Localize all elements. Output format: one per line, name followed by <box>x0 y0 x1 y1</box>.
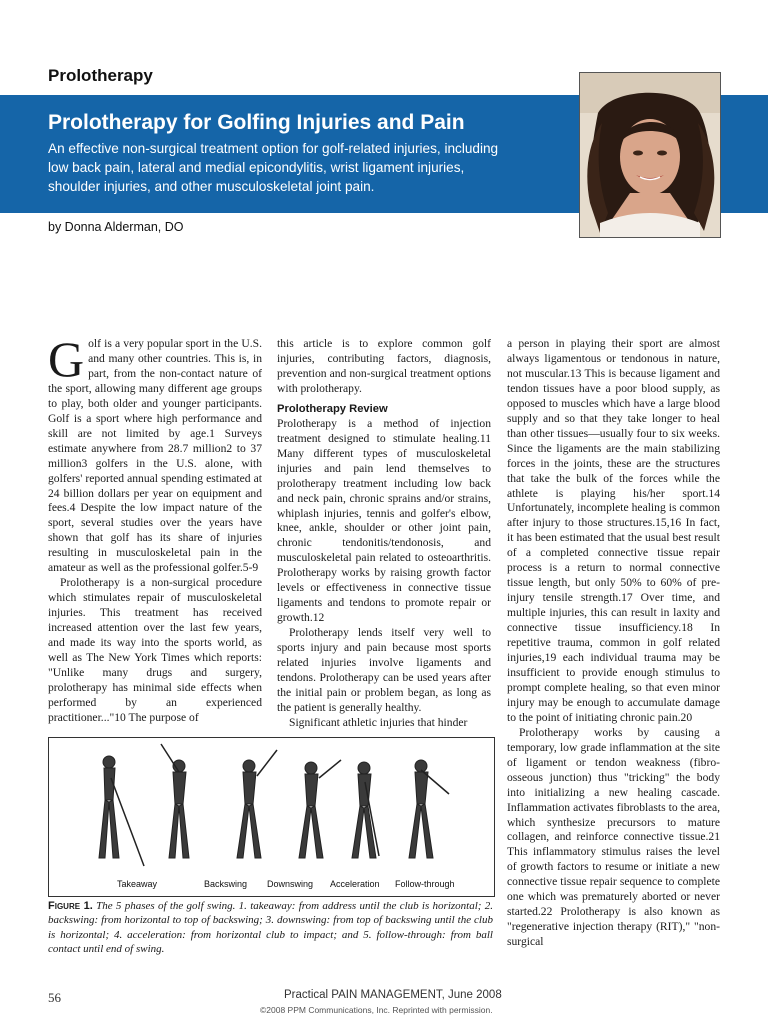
author-byline: by Donna Alderman, DO <box>48 220 184 234</box>
caption-text: The 5 phases of the golf swing. 1. takeaway: from address until the club is horizontal; 2. backswing: from horizontal to top of backswing; 3. downswing: from top of backswing until the club is horizontal; 4. acceleration: from horizontal club to impact; and 5. follow-through: from ball contact until end of swing. <box>48 900 493 956</box>
article-title: Prolotherapy for Golfing Injuries and Pain <box>48 111 465 134</box>
paragraph: Prolotherapy is a non-surgical procedure which stimulates repair of musculoskeletal injuries. This treatment has received increased attention over the last few years, and made its way into the sports world, as well as The New York Times which reports: "Unlike many drugs and surgery, prolotherapy has minimal side effects when performed by an experienced practitioner..."10 The purpose of <box>48 576 262 724</box>
article-column-1 <box>48 331 262 726</box>
figure-label-downswing: Downswing <box>267 879 314 889</box>
paragraph: a person in playing their sport are almost always ligamentous or tendonous in nature, not muscular.13 This is because ligament and tendon tissues have a poor blood supply, as opposed to muscles which have a large blood supply and so that they take longer to heal than other tissues—usually four to six weeks. Since the ligaments are the main stabilizing forces in the joints, these are the structures that take the bulk of the forces while the athlete is playing his/her sport.14 Unfortunately, incomplete healing is common after injury to those structures.15,16 In fact, it has been estimated that the usual best result of a completed connective tissue repair process is a return to normal connective tissue length, but only 50% to 60% of pre-injury tensile strength.17 Over time, and multiple injuries, this can result in laxity and connective tissue insufficiency.18 In repetitive trauma, common in golf related injuries,19 each individual trauma may be insufficient to provide enough stimulus to prompt complete healing, so that even minor injury may be enough to accumulate damage to the point of initiating chronic pain.20 <box>507 337 720 724</box>
golf-swing-illustration <box>49 738 494 896</box>
page-number: 56 <box>48 990 61 1005</box>
figure-label-takeaway: Takeaway <box>117 879 158 889</box>
drop-cap: G <box>48 331 85 387</box>
publication-footer: Practical PAIN MANAGEMENT, June 2008 <box>284 989 502 1001</box>
intro-text: olf is a very popular sport in the U.S. and many other countries. This is, in part, from the non-contact nature of the sport, allowing many different age groups to play, both older and younger participants. Golf is a sport where high performance and skill are not limited by age.1 Surveys estimate anywhere from 28.7 million2 to 37 million3 golfers in the U.S. alone, with golfers' reported annual spending estimated at 24 billion dollars per year on equipment and fees.4 Despite the low impact nature of the sport, several studies over the years have shown that golf has its share of injuries resulting in musculoskeletal pain in the amateur as well as the professional golfer.5-9 <box>48 337 262 575</box>
caption-label: Figure 1. <box>48 900 93 912</box>
figure-label-backswing: Backswing <box>204 879 248 889</box>
paragraph: Prolotherapy is a method of injection treatment designed to stimulate healing.11 Many different types of musculoskeletal injuries and pain lend themselves to prolotherapy treatment including low back and neck pain, chronic sprains and/or strains, whiplash injuries, tennis and golfer's elbow, knee, ankle, shoulder or other joint pain, chronic tendonitis/tendonosis, and musculoskeletal pain related to osteoarthritis. Prolotherapy works by raising growth factor levels or effectiveness in connective tissue ligaments and tendons to promote repair or growth.12 <box>277 416 491 625</box>
paragraph: Significant athletic injuries that hinder <box>289 715 468 729</box>
intro-paragraph <box>48 331 262 576</box>
golf-swing-figure <box>48 737 495 897</box>
figure-caption <box>48 899 493 957</box>
paragraph: Prolotherapy lends itself very well to sports injury and pain because most sports related injuries involve ligaments and tendons. Prolotherapy can be used years after the initial pain or problem began, as long as the patient is generally healthy. <box>277 626 491 714</box>
figure-label-follow-through: Follow-through <box>395 879 455 889</box>
figure-label-acceleration: Acceleration <box>330 879 380 889</box>
article-column-3 <box>507 337 720 950</box>
author-photo <box>579 72 721 238</box>
section-label: Prolotherapy <box>48 66 153 85</box>
article-column-2 <box>277 337 491 731</box>
article-subtitle: An effective non-surgical treatment option for golf-related injuries, including low back pain, lateral and medial epicondylitis, wrist ligament injuries, shoulder injuries, and other musculoskeletal joint pain. <box>48 141 499 194</box>
copyright-notice: ©2008 PPM Communications, Inc. Reprinted with permission. <box>260 1005 493 1015</box>
paragraph: this article is to explore common golf injuries, contributing factors, diagnosis, prevention and non-surgical treatment options with prolotherapy. <box>277 337 491 395</box>
paragraph: Prolotherapy works by causing a temporary, low grade inflammation at the site of ligament or tendon weakness (fibro-osseous junction) thus "tricking" the body into initializing a new healing cascade. Inflammation activates fibroblasts to the area, which synthesize precursors to mature collagen, and reinforce connective tissue.21 This inflammatory stimulus raises the level of growth factors to resume or initiate a new connective tissue repair sequence to complete one which was prematurely aborted or never started.22 Prolotherapy is also known as "regenerative injection therapy (RIT)," "non-surgical <box>507 725 720 949</box>
section-heading: Prolotherapy Review <box>277 402 388 415</box>
